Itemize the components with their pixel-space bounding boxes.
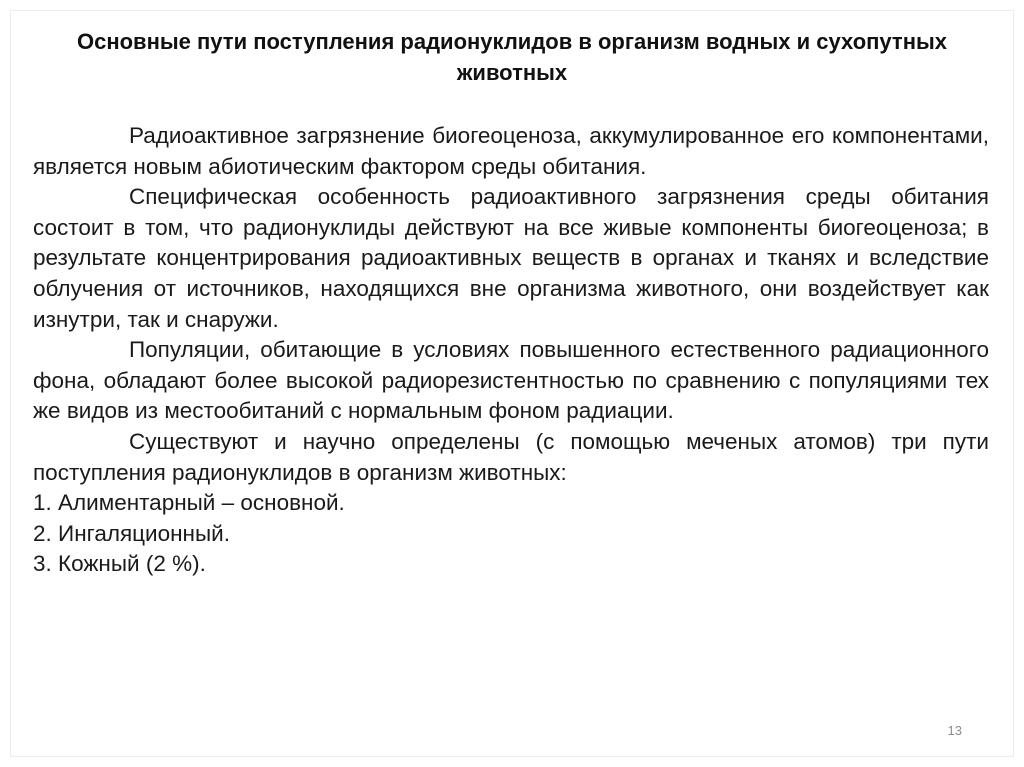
list-item: 3. Кожный (2 %).	[33, 551, 206, 577]
slide-body	[33, 121, 989, 580]
paragraph-3: Популяции, обитающие в условиях повышенного естественного радиационного фона, обладают более высокой радиорезистентностью по сравнению с популяциями тех же видов из местообитаний с нормальным фоном радиации.	[33, 337, 989, 424]
pathways-list	[33, 488, 989, 580]
page-number: 13	[947, 723, 962, 738]
slide-title: Основные пути поступления радионуклидов в организм водных и сухопутных животных	[76, 29, 948, 85]
paragraph-4: Существуют и научно определены (с помощью меченых атомов) три пути поступления радионуклидов в организм животных:	[33, 428, 989, 485]
list-item: 2. Ингаляционный.	[33, 520, 230, 546]
paragraph-2: Специфическая особенность радиоактивного загрязнения среды обитания состоит в том, что радионуклиды действуют на все живые компоненты биогеоценоза; в результате концентрирования радиоактивных веществ в органах и тканях и вследствие облучения от источников, находящихся вне организма животного, они воздействует как изнутри, так и снаружи.	[33, 184, 989, 332]
paragraph-1: Радиоактивное загрязнение биогеоценоза, аккумулированное его компонентами, является новым абиотическим фактором среды обитания.	[33, 123, 989, 179]
list-item: 1. Алиментарный – основной.	[33, 490, 345, 516]
